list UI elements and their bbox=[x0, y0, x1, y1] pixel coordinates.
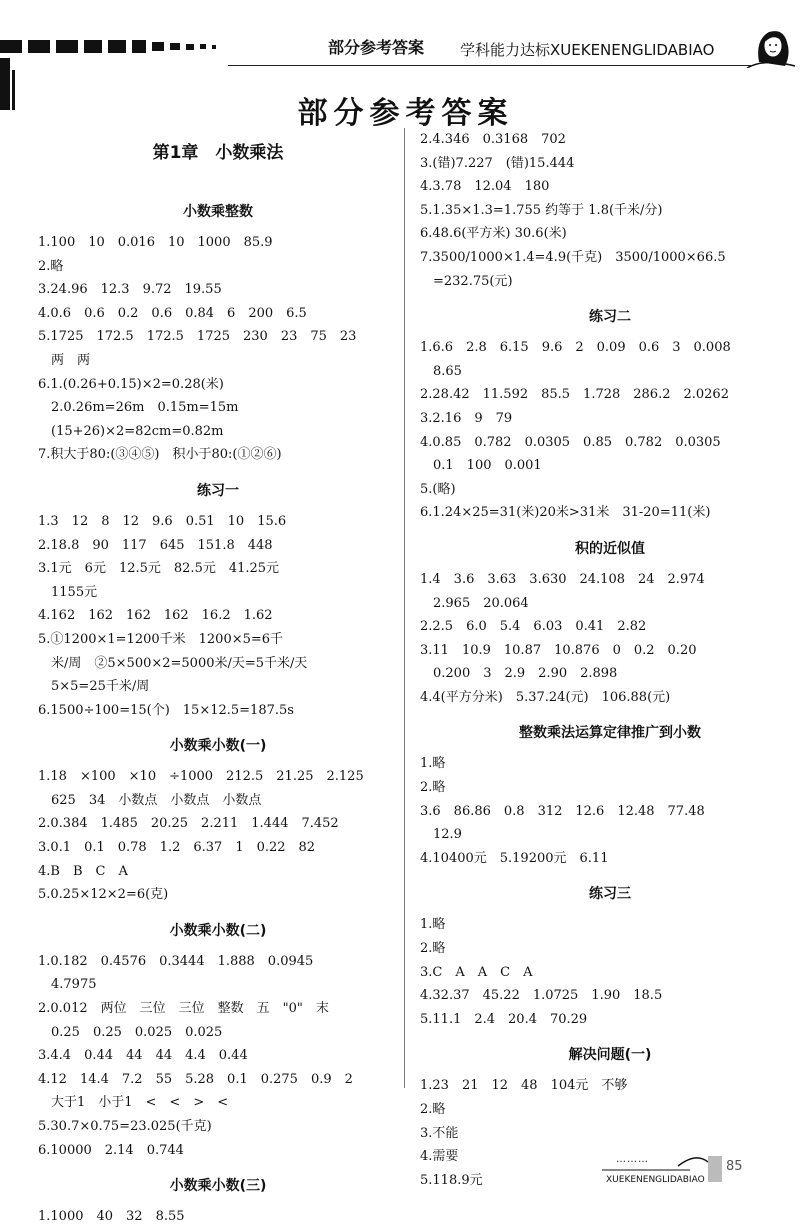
answer-line: 2.0.012 两位 三位 三位 整数 五 "0" 末 bbox=[38, 1001, 329, 1017]
answer-line: 3.0.1 0.1 0.78 1.2 6.37 1 0.22 82 bbox=[38, 840, 316, 856]
answer-line: 4.12 14.4 7.2 55 5.28 0.1 0.275 0.9 2 bbox=[38, 1071, 353, 1087]
answer-line: 6.10000 2.14 0.744 bbox=[38, 1142, 184, 1158]
answer-line: 米/周 ②5×500×2=5000米/天=5千米/天 bbox=[38, 655, 308, 671]
answer-line: 0.200 3 2.9 2.90 2.898 bbox=[420, 666, 618, 682]
chapter-title: 第1章 小数乘法 bbox=[152, 143, 284, 163]
answer-line: 5×5=25千米/周 bbox=[38, 679, 150, 695]
answer-line: 2.4.346 0.3168 702 bbox=[420, 132, 566, 147]
answer-line: 4.3.78 12.04 180 bbox=[420, 179, 550, 195]
page-title: 部分参考答案 bbox=[297, 96, 514, 131]
answer-line: 1.略 bbox=[420, 917, 446, 933]
answer-line: 7.3500/1000×1.4=4.9(千克) 3500/1000×66.5 bbox=[420, 249, 726, 265]
page-number: 85 bbox=[726, 1159, 743, 1174]
section-title: 积的近似值 bbox=[575, 540, 645, 557]
answer-line: 1.0.182 0.4576 0.3444 1.888 0.0945 bbox=[38, 953, 314, 969]
footer-swoosh-icon bbox=[600, 1148, 811, 1200]
answer-line: 2.0.26m=26m 0.15m=15m bbox=[38, 400, 239, 416]
answer-line: 6.1500÷100=15(个) 15×12.5=187.5s bbox=[38, 702, 294, 718]
answer-line: 4.10400元 5.19200元 6.11 bbox=[420, 850, 609, 866]
answer-line: 3.11 10.9 10.87 10.876 0 0.2 0.20 bbox=[420, 642, 697, 658]
answer-line: 3.4.4 0.44 44 44 4.4 0.44 bbox=[38, 1048, 248, 1064]
answer-block bbox=[38, 1205, 398, 1229]
answer-line: 3.不能 bbox=[420, 1125, 459, 1141]
column-divider bbox=[404, 128, 405, 1088]
answer-line: =232.75(元) bbox=[420, 273, 513, 289]
answer-line: 2.略 bbox=[420, 941, 446, 957]
answer-line: 2.965 20.064 bbox=[420, 595, 529, 611]
answer-line: 8.65 bbox=[420, 363, 462, 379]
page-header bbox=[0, 0, 811, 75]
answer-block bbox=[420, 128, 800, 293]
answer-line: 两 两 bbox=[38, 352, 91, 368]
header-section-label: 部分参考答案 bbox=[328, 38, 425, 57]
answer-line: 5.1.35×1.3=1.755 约等于 1.8(千米/分) bbox=[420, 202, 663, 218]
header-rule bbox=[228, 65, 751, 66]
answer-line: 1.23 21 12 48 104元 不够 bbox=[420, 1078, 628, 1094]
girl-avatar-icon bbox=[745, 22, 797, 68]
answer-block bbox=[38, 231, 398, 467]
answer-line: 1.18 ×100 ×10 ÷1000 212.5 21.25 2.125 bbox=[38, 769, 364, 785]
answer-line: 0.1 100 0.001 bbox=[420, 458, 542, 474]
section-title: 解决问题(一) bbox=[568, 1047, 652, 1064]
answer-line: 12.9 bbox=[420, 827, 462, 843]
answer-line: 5.11.1 2.4 20.4 70.29 bbox=[420, 1011, 588, 1027]
answer-line: 3.(错)7.227 (错)15.444 bbox=[420, 155, 575, 171]
answer-line: 6.1.(0.26+0.15)×2=0.28(米) bbox=[38, 376, 224, 392]
footer-brand: XUEKENENGLIDABIAO bbox=[606, 1175, 705, 1185]
answer-line: 0.25 0.25 0.025 0.025 bbox=[38, 1024, 223, 1040]
answer-line: 5.118.9元 bbox=[420, 1172, 483, 1188]
answer-block bbox=[420, 568, 800, 710]
header-dash-bar bbox=[0, 40, 216, 53]
answer-line: 2.略 bbox=[420, 780, 446, 796]
answer-line: 4.4(平方分米) 5.37.24(元) 106.88(元) bbox=[420, 689, 671, 705]
answer-line: 2.0.384 1.485 20.25 2.211 1.444 7.452 bbox=[38, 816, 339, 832]
answer-line: 5.(略) bbox=[420, 481, 456, 497]
answer-block bbox=[38, 765, 398, 907]
left-column bbox=[38, 128, 398, 1229]
answer-line: 3.2.16 9 79 bbox=[420, 410, 513, 426]
answer-line: 4.0.85 0.782 0.0305 0.85 0.782 0.0305 bbox=[420, 434, 721, 450]
answer-line: 1.略 bbox=[420, 756, 446, 772]
answer-line: 4.32.37 45.22 1.0725 1.90 18.5 bbox=[420, 988, 663, 1004]
section-title: 小数乘小数(二) bbox=[169, 922, 267, 939]
answer-line: 3.24.96 12.3 9.72 19.55 bbox=[38, 282, 222, 298]
answer-line: 1.6.6 2.8 6.15 9.6 2 0.09 0.6 3 0.008 bbox=[420, 340, 731, 356]
footer-dots: ……… bbox=[616, 1154, 649, 1165]
answer-line: 5.0.25×12×2=6(克) bbox=[38, 887, 169, 903]
answer-line: (15+26)×2=82cm=0.82m bbox=[38, 423, 224, 439]
answer-block bbox=[420, 336, 800, 525]
answer-line: 3.1元 6元 12.5元 82.5元 41.25元 bbox=[38, 561, 280, 577]
answer-line: 大于1 小于1 < < > < bbox=[38, 1095, 229, 1111]
answer-line: 1.4 3.6 3.63 3.630 24.108 24 2.974 bbox=[420, 571, 705, 587]
section-title: 练习一 bbox=[197, 482, 239, 499]
answer-line: 3.C A A C A bbox=[420, 964, 533, 980]
header-subtitle: 学科能力达标XUEKENENGLIDABIAO bbox=[460, 41, 715, 59]
answer-line: 1155元 bbox=[38, 584, 98, 600]
answer-line: 4.0.6 0.6 0.2 0.6 0.84 6 200 6.5 bbox=[38, 305, 307, 321]
answer-line: 4.B B C A bbox=[38, 863, 128, 879]
answer-line: 1.1000 40 32 8.55 bbox=[38, 1209, 185, 1225]
answer-line: 7.积大于80:(③④⑤) 积小于80:(①②⑥) bbox=[38, 447, 282, 463]
answer-line: 1.3 12 8 12 9.6 0.51 10 15.6 bbox=[38, 513, 287, 529]
section-title: 小数乘小数(一) bbox=[169, 738, 267, 755]
answer-line: 2.2.5 6.0 5.4 6.03 0.41 2.82 bbox=[420, 619, 647, 635]
answer-block bbox=[420, 913, 800, 1031]
section-title: 小数乘小数(三) bbox=[169, 1178, 267, 1195]
answer-line: 3.6 86.86 0.8 312 12.6 12.48 77.48 bbox=[420, 803, 705, 819]
section-title: 练习二 bbox=[589, 309, 631, 326]
answer-line: 4.162 162 162 162 16.2 1.62 bbox=[38, 608, 273, 624]
section-title: 练习三 bbox=[589, 886, 631, 903]
answer-line: 1.100 10 0.016 10 1000 85.9 bbox=[38, 235, 273, 250]
answer-line: 6.48.6(平方米) 30.6(米) bbox=[420, 226, 567, 242]
answer-block bbox=[420, 752, 800, 870]
answer-block bbox=[38, 510, 398, 722]
answer-line: 6.1.24×25=31(米)20米>31米 31-20=11(米) bbox=[420, 505, 711, 521]
section-title: 整数乘法运算定律推广到小数 bbox=[519, 725, 701, 742]
answer-block bbox=[38, 950, 398, 1162]
answer-line: 2.18.8 90 117 645 151.8 448 bbox=[38, 537, 273, 553]
answer-line: 5.1725 172.5 172.5 1725 230 23 75 23 bbox=[38, 329, 357, 345]
answer-line: 4.需要 bbox=[420, 1149, 459, 1165]
section-title: 小数乘整数 bbox=[183, 204, 253, 220]
answer-line: 4.7975 bbox=[38, 977, 97, 993]
answer-line: 2.略 bbox=[38, 258, 64, 274]
answer-line: 2.略 bbox=[420, 1102, 446, 1117]
right-column bbox=[420, 128, 800, 1192]
answer-line: 5.①1200×1=1200千米 1200×5=6千 bbox=[38, 631, 284, 647]
answer-line: 2.28.42 11.592 85.5 1.728 286.2 2.0262 bbox=[420, 387, 729, 403]
answer-line: 5.30.7×0.75=23.025(千克) bbox=[38, 1119, 212, 1134]
answer-line: 625 34 小数点 小数点 小数点 bbox=[38, 792, 262, 808]
